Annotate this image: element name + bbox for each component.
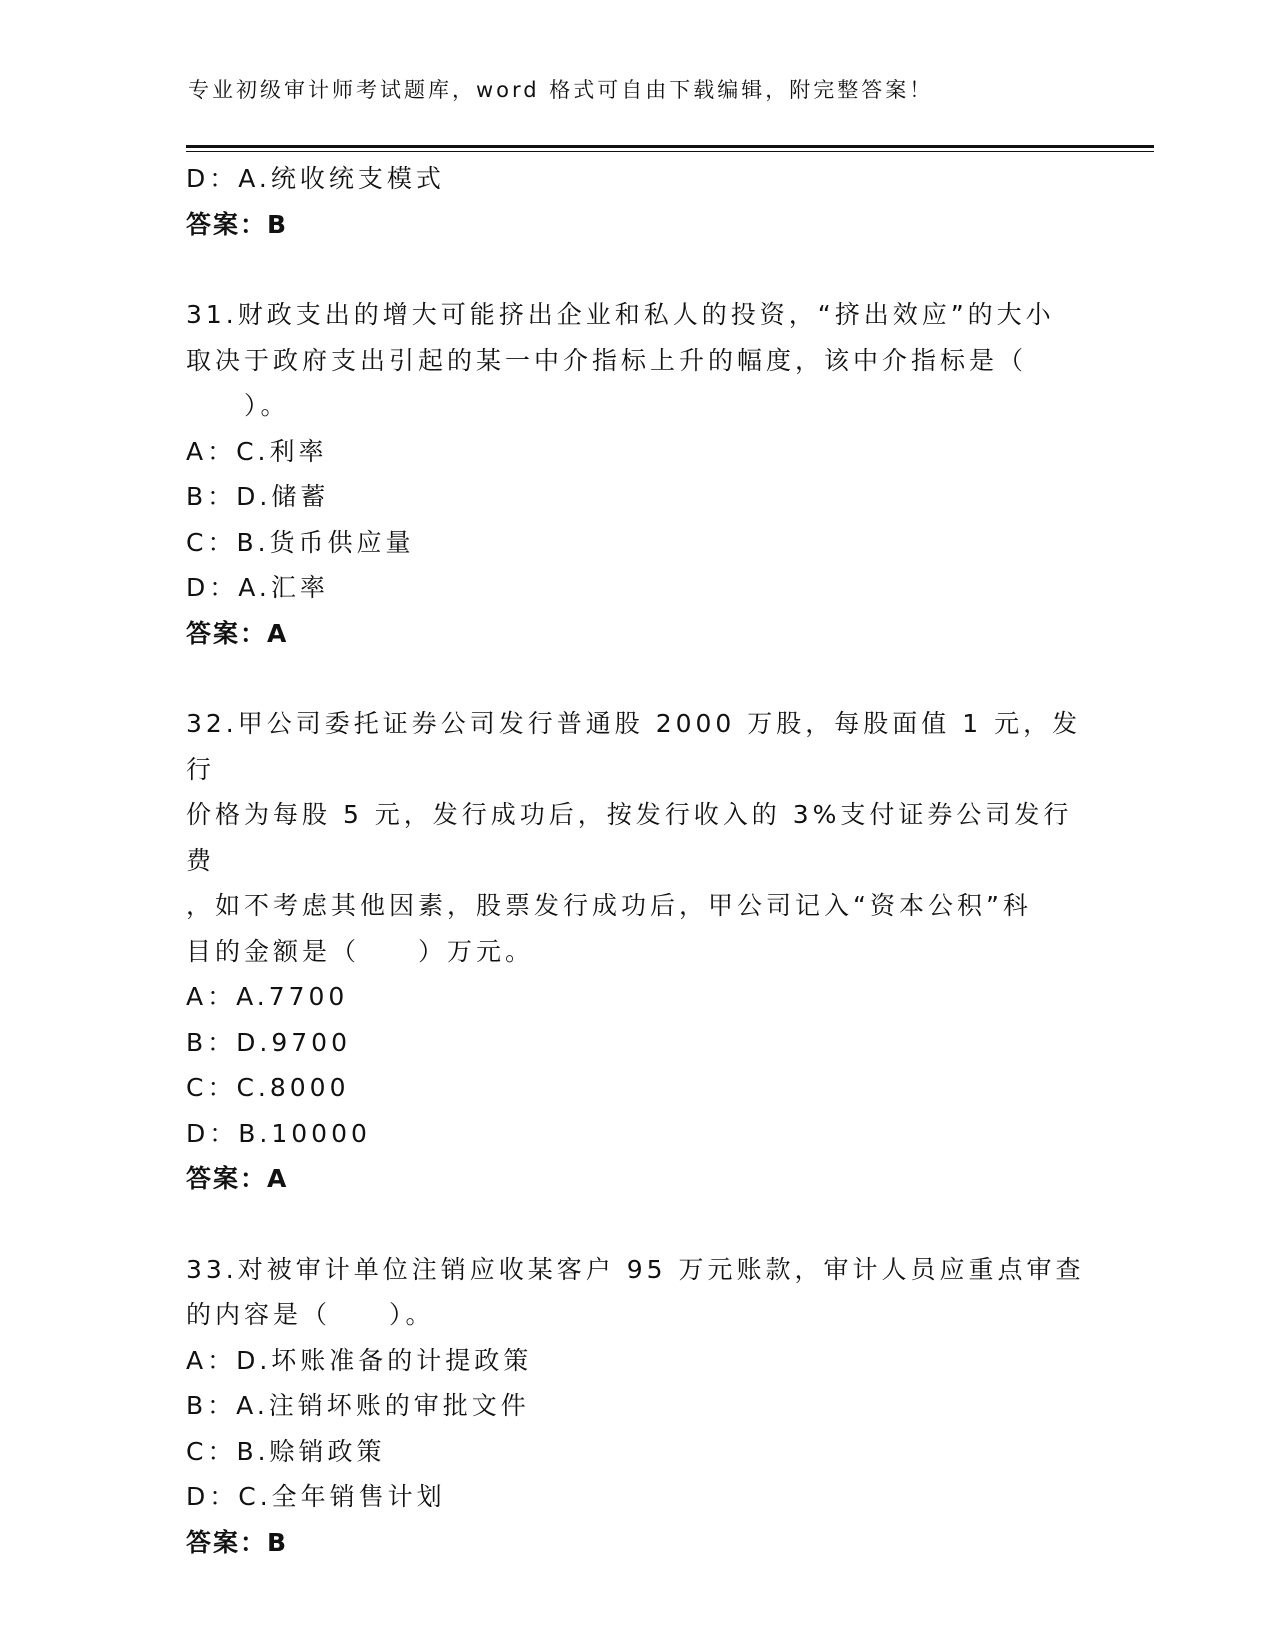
question-list bbox=[186, 156, 1086, 1565]
option: A：A.7700 bbox=[186, 982, 349, 1011]
question-stem-line: 目的金额是（ ）万元。 bbox=[186, 936, 535, 966]
header-rule-thin bbox=[186, 151, 1154, 152]
question-stem-line: 取决于政府支出引起的某一中介指标上升的幅度，该中介指标是（ bbox=[186, 345, 1028, 375]
option: C：B.货币供应量 bbox=[186, 527, 415, 557]
answer: 答案：A bbox=[186, 618, 289, 648]
option: A：D.坏账准备的计提政策 bbox=[186, 1345, 533, 1375]
option: B：D.9700 bbox=[186, 1027, 351, 1057]
option: B：A.注销坏账的审批文件 bbox=[186, 1391, 530, 1420]
header-rule-thick bbox=[186, 145, 1154, 148]
option: C：B.赊销政策 bbox=[186, 1436, 386, 1466]
answer: 答案：B bbox=[186, 209, 289, 239]
page-header: 专业初级审计师考试题库，word 格式可自由下载编辑，附完整答案！ bbox=[188, 78, 934, 102]
answer: 答案：B bbox=[186, 1527, 289, 1557]
option: D：B.10000 bbox=[186, 1118, 371, 1148]
question-block bbox=[186, 1247, 1086, 1566]
option: A：C.利率 bbox=[186, 436, 328, 466]
question-stem-line: 31.财政支出的增大可能挤出企业和私人的投资，“挤出效应”的大小 bbox=[186, 300, 1055, 329]
option: C：C.8000 bbox=[186, 1073, 350, 1102]
question-block bbox=[186, 156, 1086, 247]
question-stem-line: 的内容是（ ）。 bbox=[186, 1300, 435, 1329]
question-stem-line: ）。 bbox=[186, 391, 290, 420]
question-stem-line: 价格为每股 5 元，发行成功后，按发行收入的 3%支付证券公司发行费 bbox=[186, 800, 1073, 875]
question-stem-line: 32.甲公司委托证券公司发行普通股 2000 万股，每股面值 1 元，发行 bbox=[186, 709, 1082, 784]
answer: 答案：A bbox=[186, 1164, 289, 1193]
question-block bbox=[186, 292, 1086, 656]
question-stem-line: ，如不考虑其他因素，股票发行成功后，甲公司记入“资本公积”科 bbox=[186, 891, 1032, 920]
option: D：A.汇率 bbox=[186, 573, 329, 602]
option: D：C.全年销售计划 bbox=[186, 1482, 446, 1511]
option: B：D.储蓄 bbox=[186, 482, 330, 511]
question-stem-line: 33.对被审计单位注销应收某客户 95 万元账款，审计人员应重点审查 bbox=[186, 1254, 1085, 1284]
question-block bbox=[186, 701, 1086, 1202]
option: D：A.统收统支模式 bbox=[186, 164, 445, 193]
